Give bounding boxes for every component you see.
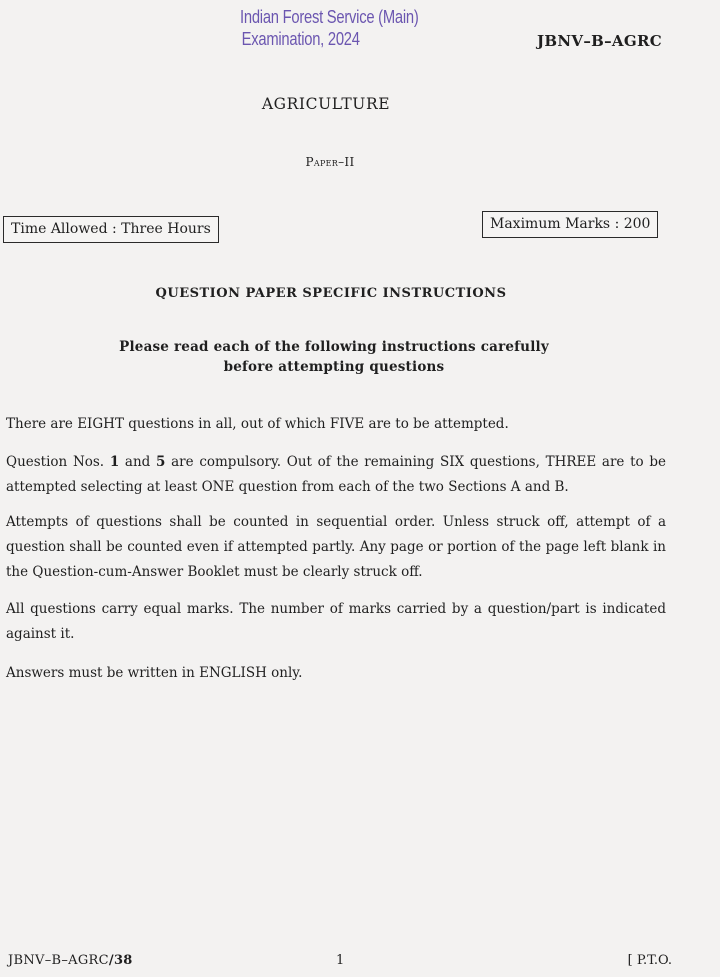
instruction-paragraph-5: Answers must be written in ENGLISH only. [6, 665, 303, 681]
instructions-heading: QUESTION PAPER SPECIFIC INSTRUCTIONS [155, 286, 507, 301]
footer-page-number: 1 [336, 953, 345, 968]
time-allowed-box: Time Allowed : Three Hours [3, 216, 219, 243]
exam-stamp [240, 6, 419, 50]
p2-question-1: 1 [109, 454, 120, 470]
instruction-paragraph-3: Attempts of questions shall be counted in sequential order. Unless struck off, attempt of a question shall be counted even if attempted partly. Any page or portion of the page left blank in the Question-cum-Answer Booklet must be clearly struck off. [6, 514, 666, 580]
notice-line-2: before attempting questions [223, 359, 445, 375]
stamp-line-1: Indian Forest Service (Main) [240, 7, 419, 27]
instruction-paragraph-4: All questions carry equal marks. The number of marks carried by a question/part is indicated against it. [6, 601, 666, 642]
read-carefully-notice [0, 337, 668, 377]
footer-code-suffix: /38 [108, 953, 133, 968]
p2-rest: are compulsory. Out of the remaining SIX questions, THREE are to be attempted selecting at least ONE question from each of the two Sections A and B. [6, 454, 666, 495]
instruction-paragraph-1: There are EIGHT questions in all, out of which FIVE are to be attempted. [6, 416, 509, 432]
p2-prefix: Question Nos. [6, 454, 105, 470]
paper-code: JBNV–B–AGRC [537, 32, 662, 50]
subject-title: AGRICULTURE [261, 95, 391, 113]
notice-line-1: Please read each of the following instructions carefully [119, 339, 549, 355]
p2-question-5: 5 [156, 454, 166, 470]
stamp-line-2: Examination, 2024 [241, 29, 360, 49]
maximum-marks-box: Maximum Marks : 200 [482, 211, 658, 238]
p2-and: and [124, 454, 151, 470]
footer-pto: [ P.T.O. [627, 953, 672, 968]
instruction-paragraph-2 [6, 450, 666, 500]
paper-number: Paper–II [305, 155, 355, 169]
footer-code-prefix: JBNV–B–AGRC [8, 953, 109, 968]
footer-paper-code [8, 953, 133, 968]
